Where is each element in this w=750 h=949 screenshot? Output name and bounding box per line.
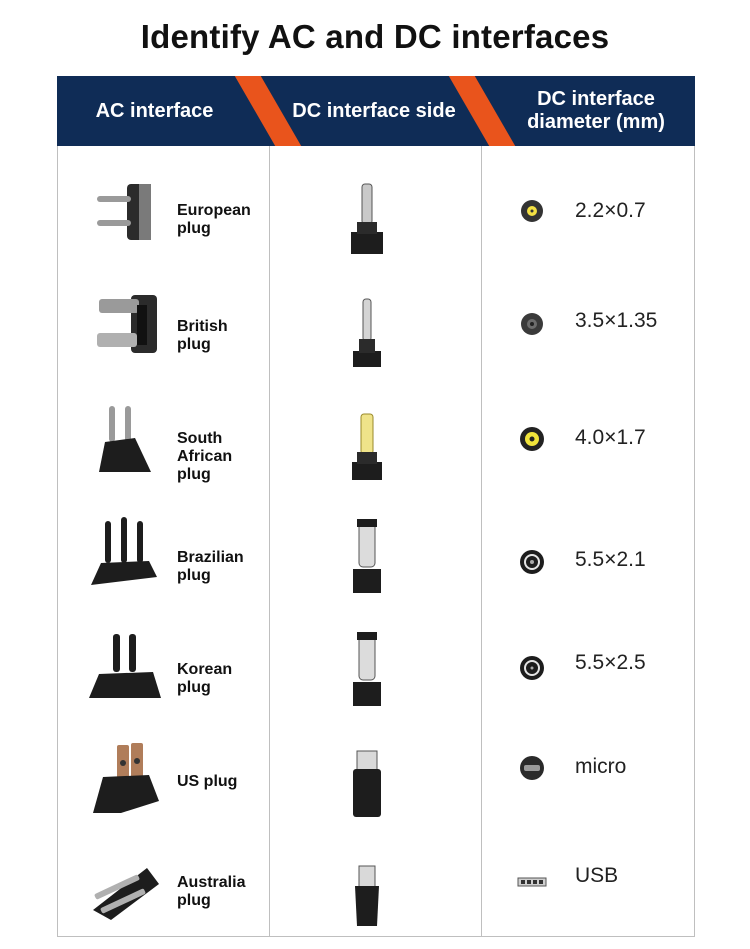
ac-label-line: plug — [177, 567, 211, 584]
usb-end-icon — [517, 867, 547, 897]
ac-label-line: European — [177, 202, 251, 219]
header-dc-side-label: DC interface side — [292, 99, 456, 122]
ac-label — [177, 318, 277, 354]
ac-label — [177, 430, 277, 484]
ac-label — [177, 773, 277, 791]
ac-label — [177, 661, 277, 697]
diameter-label: 5.5×2.1 — [575, 548, 646, 571]
brazilian-plug-icon — [87, 515, 163, 587]
ac-label-line: South — [177, 430, 223, 447]
table-row — [57, 606, 695, 719]
dc-4.0-end-icon — [517, 424, 547, 454]
dc-barrel-4.0-icon — [337, 398, 397, 482]
dc-barrel-5.5b-icon — [337, 624, 397, 708]
ac-label-line: British — [177, 318, 228, 335]
us-plug-icon — [87, 741, 163, 813]
ac-label-line: plug — [177, 892, 211, 909]
usb-connector-icon — [337, 850, 397, 934]
ac-label-line: African — [177, 448, 233, 465]
ac-label — [177, 874, 277, 910]
header-dc-diameter-line1: DC interface — [537, 88, 655, 110]
ac-label-line: Korean — [177, 661, 233, 678]
table-row — [57, 380, 695, 493]
page-title: Identify AC and DC interfaces — [140, 18, 610, 55]
ac-label-line: Australia — [177, 874, 246, 891]
table-header — [57, 76, 695, 146]
header-ac-interface — [57, 76, 252, 146]
micro-usb-connector-icon — [337, 737, 397, 821]
dc-5.5-end-icon — [517, 547, 547, 577]
dc-3.5-end-icon — [517, 309, 547, 339]
dc-5.5b-end-icon — [517, 653, 547, 683]
header-dc-diameter — [497, 76, 695, 146]
dc-barrel-3.5-icon — [337, 285, 397, 369]
ac-label-line: Brazilian — [177, 549, 244, 566]
table-row — [57, 267, 695, 380]
dc-barrel-2.2-icon — [337, 172, 397, 256]
micro-usb-end-icon — [517, 753, 547, 783]
diameter-label: 5.5×2.5 — [575, 651, 646, 674]
british-plug-icon — [87, 289, 163, 361]
header-dc-side — [279, 76, 469, 146]
dc-2.2-end-icon — [517, 196, 547, 226]
header-ac-label: AC interface — [95, 99, 214, 122]
ac-label-line: plug — [177, 679, 211, 696]
australia-plug-icon — [87, 854, 163, 926]
korean-plug-icon — [87, 628, 163, 700]
header-dc-diameter-line2: diameter (mm) — [527, 111, 665, 133]
ac-label-line: plug — [177, 336, 211, 353]
european-plug-icon — [87, 176, 163, 248]
south-african-plug-icon — [87, 402, 163, 474]
diameter-label: 3.5×1.35 — [575, 309, 658, 332]
ac-label-line: plug — [177, 220, 211, 237]
table-row — [57, 154, 695, 267]
ac-label-line: US plug — [177, 773, 238, 790]
ac-label-line: plug — [177, 466, 211, 483]
diameter-label: USB — [575, 864, 619, 887]
diameter-label: 4.0×1.7 — [575, 426, 646, 449]
diameter-label: micro — [575, 755, 627, 778]
table-row — [57, 493, 695, 606]
dc-barrel-5.5-icon — [337, 511, 397, 595]
table-row — [57, 719, 695, 832]
ac-label — [177, 549, 277, 585]
diameter-label: 2.2×0.7 — [575, 199, 646, 222]
table-row — [57, 832, 695, 945]
ac-label — [177, 202, 277, 238]
